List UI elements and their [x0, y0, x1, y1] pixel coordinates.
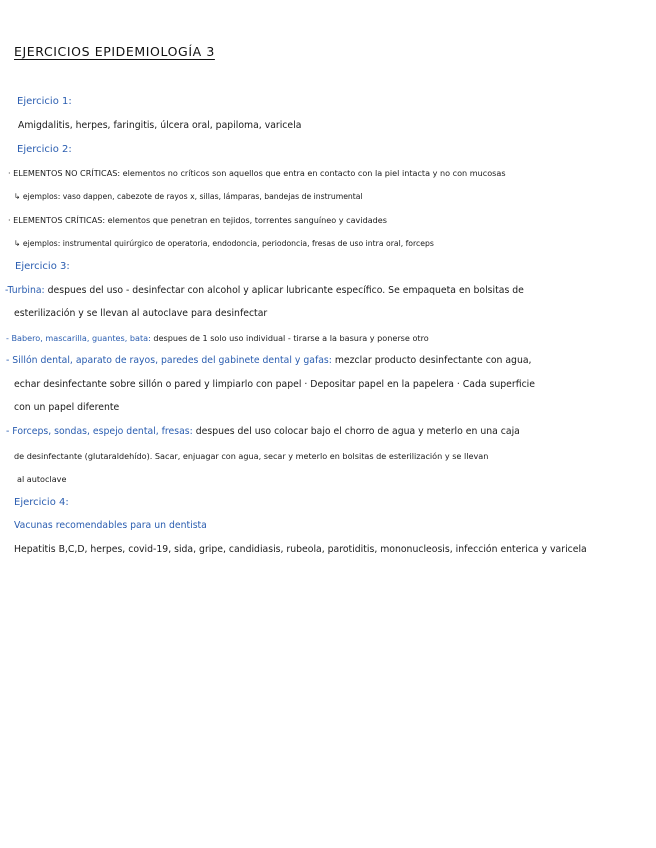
no-criticas-line	[8, 166, 506, 180]
sillon-text-1: mezclar producto desinfectante con agua,	[331, 355, 532, 366]
no-criticas-label: · ELEMENTOS NO CRÍTICAS:	[8, 168, 121, 178]
ejercicio-4-answer: Hepatitis B,C,D, herpes, covid-19, sida, gripe, candidiasis, rubeola, parotiditis, mononucleosis, infección enterica y varicela	[14, 544, 587, 555]
criticas-label: · ELEMENTOS CRÍTICAS:	[8, 215, 106, 225]
page-title: EJERCICIOS EPIDEMIOLOGÍA 3	[14, 44, 215, 59]
forceps-line-3: al autoclave	[17, 474, 67, 484]
babero-text: despues de 1 solo uso individual - tirarse a la basura y ponerse otro	[150, 333, 429, 343]
forceps-line-2: de desinfectante (glutaraldehído). Sacar, enjuagar con agua, secar y meterlo en bolsitas de esterilización y se llevan	[14, 451, 489, 461]
no-criticas-examples: ↳ ejemplos: vaso dappen, cabezote de rayos x, sillas, lámparas, bandejas de instrumental	[14, 192, 363, 201]
criticas-text: elementos que penetran en tejidos, torrentes sanguíneo y cavidades	[105, 215, 388, 225]
forceps-label: - Forceps, sondas, espejo dental, fresas:	[6, 426, 193, 437]
turbina-text-1: despues del uso - desinfectar con alcohol y aplicar lubricante específico. Se empaqueta en bolsitas de	[44, 285, 524, 296]
sillon-label: - Sillón dental, aparato de rayos, paredes del gabinete dental y gafas:	[6, 355, 332, 366]
criticas-examples: ↳ ejemplos: instrumental quirúrgico de operatoria, endodoncia, periodoncia, fresas de uso intra oral, forceps	[14, 239, 434, 248]
ejercicio-2-heading: Ejercicio 2:	[17, 144, 72, 155]
forceps-line-1	[6, 425, 520, 439]
sillon-line-3: con un papel diferente	[14, 402, 120, 413]
sillon-line-2: echar desinfectante sobre sillón o pared y limpiarlo con papel · Depositar papel en la papelera · Cada superficie	[14, 379, 535, 390]
ejercicio-4-subheading: Vacunas recomendables para un dentista	[14, 520, 207, 531]
turbina-line-1	[5, 284, 524, 298]
criticas-line	[8, 213, 387, 227]
ejercicio-1-heading: Ejercicio 1:	[17, 96, 72, 107]
ejercicio-4-heading: Ejercicio 4:	[14, 497, 69, 508]
ejercicio-3-heading: Ejercicio 3:	[15, 261, 70, 272]
babero-line	[6, 331, 429, 345]
no-criticas-text: elementos no críticos son aquellos que entra en contacto con la piel intacta y no con mucosas	[120, 168, 506, 178]
ejercicio-1-answer: Amigdalitis, herpes, faringitis, úlcera oral, papiloma, varicela	[18, 120, 302, 131]
babero-label: - Babero, mascarilla, guantes, bata:	[6, 333, 151, 343]
turbina-label: -Turbina:	[5, 285, 45, 296]
forceps-text-1: despues del uso colocar bajo el chorro de agua y meterlo en una caja	[192, 426, 520, 437]
turbina-line-2: esterilización y se llevan al autoclave para desinfectar	[14, 308, 268, 319]
sillon-line-1	[6, 354, 532, 368]
